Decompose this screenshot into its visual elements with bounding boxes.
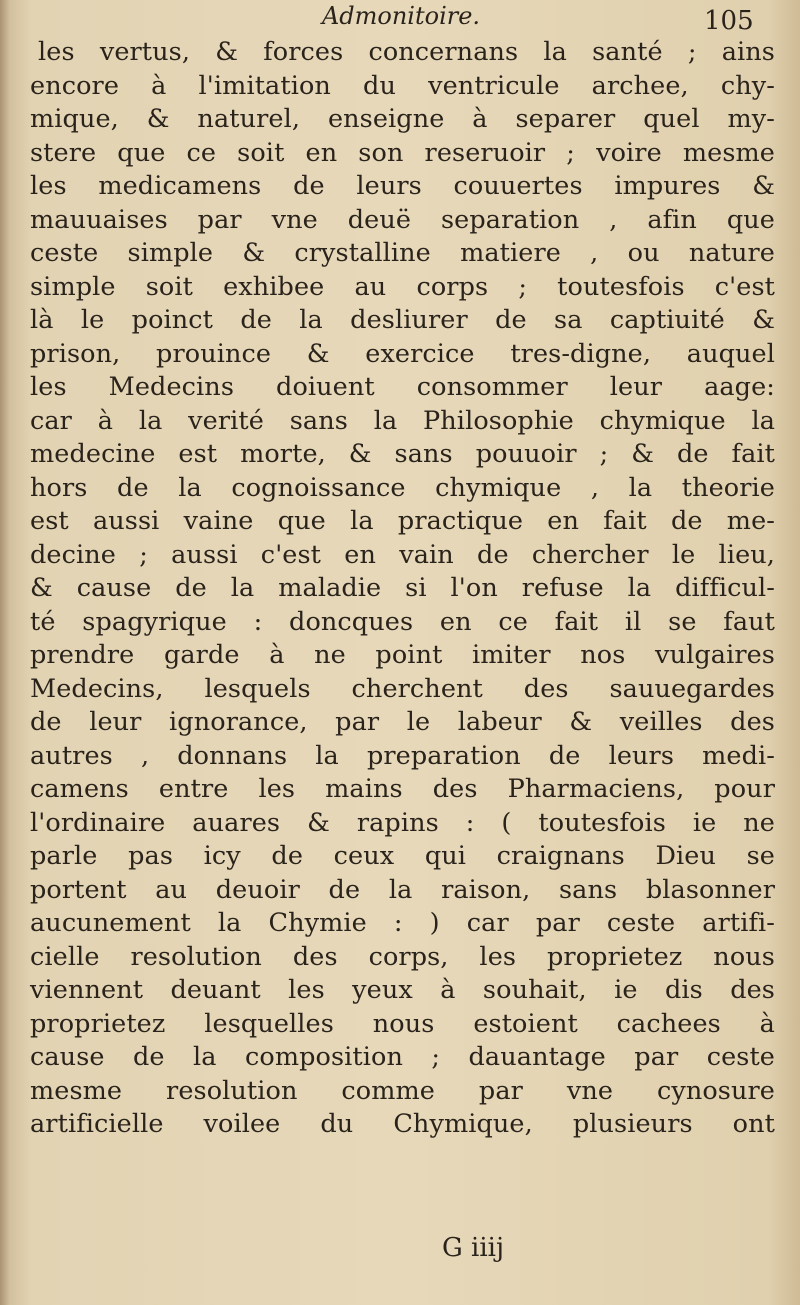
text-line: encore à l'imitation du ventricule archee, chy- xyxy=(30,70,775,101)
text-line: stere que ce soit en son reseruoir ; voire mesme xyxy=(30,137,775,168)
running-title: Admonitoire. xyxy=(321,2,481,30)
text-line: les medicamens de leurs couuertes impures & xyxy=(30,171,775,201)
text-line: té spagyrique : doncques en ce fait il se faut xyxy=(30,606,775,637)
text-line: là le poinct de la desliurer de sa captiuité & xyxy=(30,305,775,335)
text-line: artificielle voilee du Chymique, plusieurs ont xyxy=(30,1109,775,1139)
text-line: mesme resolution comme par vne cynosure xyxy=(30,1075,775,1106)
text-line: camens entre les mains des Pharmaciens, pour xyxy=(30,774,775,804)
body-text xyxy=(30,36,775,1142)
text-line: medecine est morte, & sans pouuoir ; & de fait xyxy=(30,439,775,469)
text-line: parle pas icy de ceux qui craignans Dieu se xyxy=(30,841,775,871)
text-line: decine ; aussi c'est en vain de chercher le lieu, xyxy=(30,539,775,570)
signature-mark: G iiij xyxy=(442,1233,505,1263)
text-line: car à la verité sans la Philosophie chymique la xyxy=(30,405,775,436)
text-line: est aussi vaine que la practique en fait de me- xyxy=(30,506,775,536)
text-line: portent au deuoir de la raison, sans blasonner xyxy=(30,874,775,905)
text-line: ceste simple & crystalline matiere , ou nature xyxy=(30,238,775,268)
text-line: de leur ignorance, par le labeur & veilles des xyxy=(30,707,775,737)
text-line: l'ordinaire auares & rapins : ( toutesfois ie ne xyxy=(30,807,775,838)
text-line: aucunement la Chymie : ) car par ceste artifi- xyxy=(30,908,775,938)
text-line: prendre garde à ne point imiter nos vulgaires xyxy=(30,640,775,670)
page-gutter xyxy=(0,0,10,1305)
text-line: hors de la cognoissance chymique , la theorie xyxy=(30,472,775,503)
text-line: Medecins, lesquels cherchent des sauuegardes xyxy=(30,673,775,704)
text-line: mauuaises par vne deuë separation , afin que xyxy=(30,204,775,235)
text-line: mique, & naturel, enseigne à separer quel my- xyxy=(30,104,775,134)
text-line: les vertus, & forces concernans la santé ; ains xyxy=(38,37,775,67)
page-header xyxy=(0,2,800,38)
page-number: 105 xyxy=(704,6,754,36)
text-line: & cause de la maladie si l'on refuse la difficul- xyxy=(30,573,775,603)
text-line: proprietez lesquelles nous estoient cachees à xyxy=(30,1008,775,1039)
text-line: les Medecins doiuent consommer leur aage: xyxy=(30,372,775,402)
text-line: cielle resolution des corps, les proprietez nous xyxy=(30,941,775,972)
text-line: cause de la composition ; dauantage par ceste xyxy=(30,1042,775,1072)
text-line: viennent deuant les yeux à souhait, ie dis des xyxy=(30,975,775,1005)
text-line: autres , donnans la preparation de leurs medi- xyxy=(30,740,775,771)
text-line: simple soit exhibee au corps ; toutesfois c'est xyxy=(30,271,775,302)
text-line: prison, prouince & exercice tres-digne, auquel xyxy=(30,338,775,369)
